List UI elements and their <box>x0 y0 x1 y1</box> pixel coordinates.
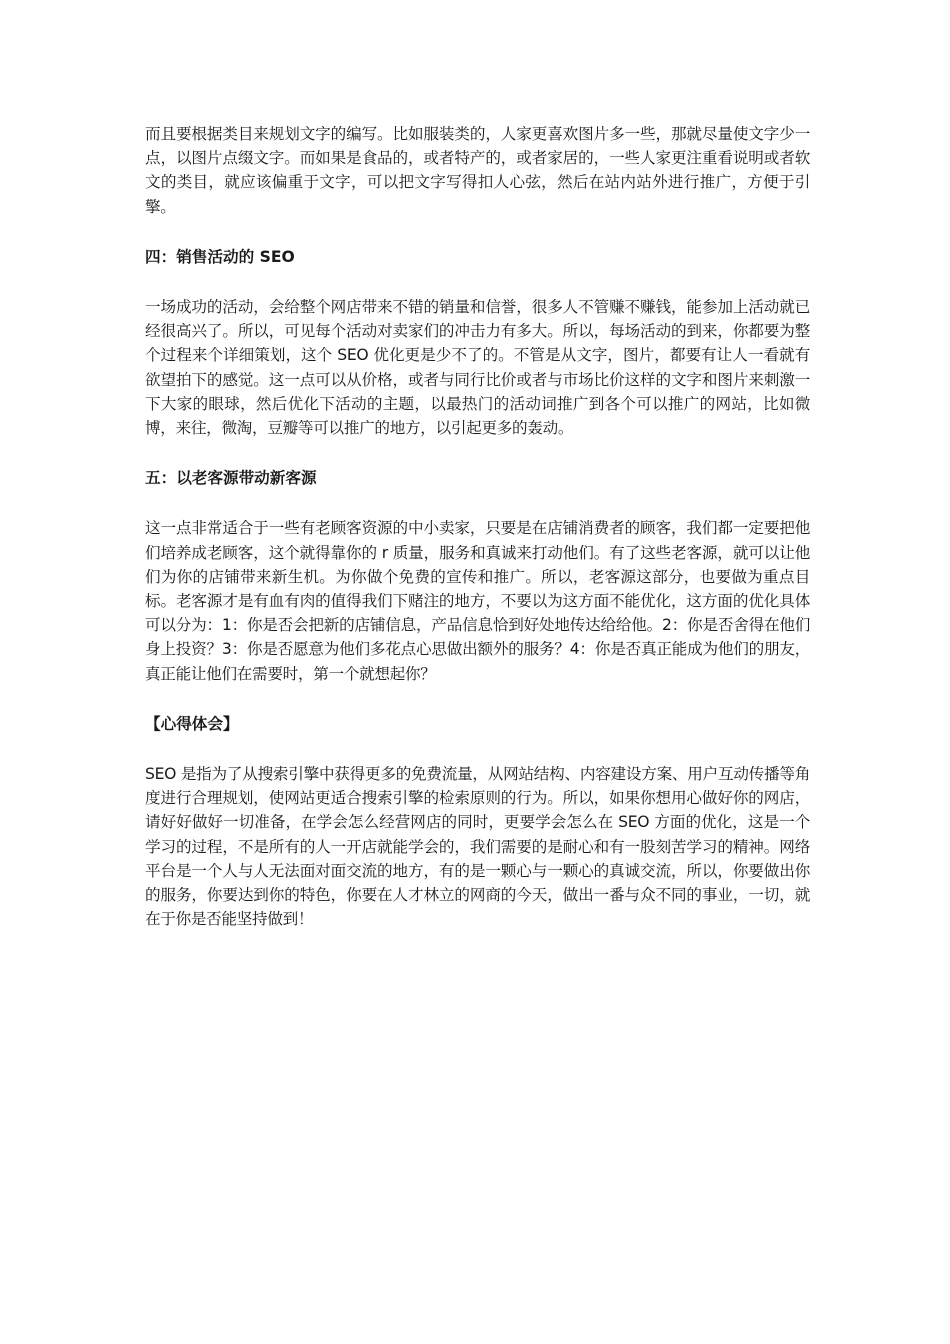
summary-paragraph: SEO 是指为了从搜索引擎中获得更多的免费流量，从网站结构、内容建设方案、用户互动传播等角度进行合理规划，使网站更适合搜索引擎的检索原则的行为。所以，如果你想用心做好你的网店，请好好做好一切准备，在学会怎么经营网店的同时，更要学会怎么在 SEO 方面的优化，这是一个学习的过程，不是所有的人一开店就能学会的，我们需要的是耐心和有一股刻苦学习的精神。网络平台是一个人与人无法面对面交流的地方，有的是一颗心与一颗心的真诚交流，所以，你要做出你的服务，你要达到你的特色，你要在人才林立的网商的今天，做出一番与众不同的事业，一切，就在于你是否能坚持做到！ <box>145 765 810 929</box>
section-5-paragraph: 这一点非常适合于一些有老顾客资源的中小卖家，只要是在店铺消费者的顾客，我们都一定要把他们培养成老顾客，这个就得靠你的 r 质量，服务和真诚来打动他们。有了这些老客源，就可以让他们为你的店铺带来新生机。为你做个免费的宣传和推广。所以，老客源这部分，也要做为重点目标。老客源才是有血有肉的值得我们下赌注的地方，不要以为这方面不能优化，这方面的优化具体可以分为：1：你是否会把新的店铺信息，产品信息恰到好处地传达给给他。2：你是否舍得在他们身上投资？3：你是否愿意为他们多花点心思做出额外的服务？4：你是否真正能成为他们的朋友，真正能让他们在需要时，第一个就想起你？ <box>145 519 810 683</box>
section-4-paragraph: 一场成功的活动，会给整个网店带来不错的销量和信誉，很多人不管赚不赚钱，能参加上活动就已经很高兴了。所以，可见每个活动对卖家们的冲击力有多大。所以，每场活动的到来，你都要为整个过程来个详细策划，这个 SEO 优化更是少不了的。不管是从文字，图片，都要有让人一看就有欲望拍下的感觉。这一点可以从价格，或者与同行比价或者与市场比价这样的文字和图片来刺激一下大家的眼球，然后优化下活动的主题，以最热门的活动词推广到各个可以推广的网站，比如微博，来往，微淘，豆瓣等可以推广的地方，以引起更多的轰动。 <box>145 298 810 438</box>
section-5-heading: 五：以老客源带动新客源 <box>145 469 317 488</box>
section-4-heading: 四：销售活动的 SEO <box>145 247 295 266</box>
intro-paragraph: 而且要根据类目来规划文字的编写。比如服装类的，人家更喜欢图片多一些，那就尽量使文字少一点，以图片点缀文字。而如果是食品的，或者特产的，或者家居的，一些人家更注重看说明或者软文的类目，就应该偏重于文字，可以把文字写得扣人心弦，然后在站内站外进行推广，方便于引擎。 <box>145 125 810 216</box>
document-page <box>145 122 810 931</box>
summary-heading: 【心得体会】 <box>145 714 239 733</box>
